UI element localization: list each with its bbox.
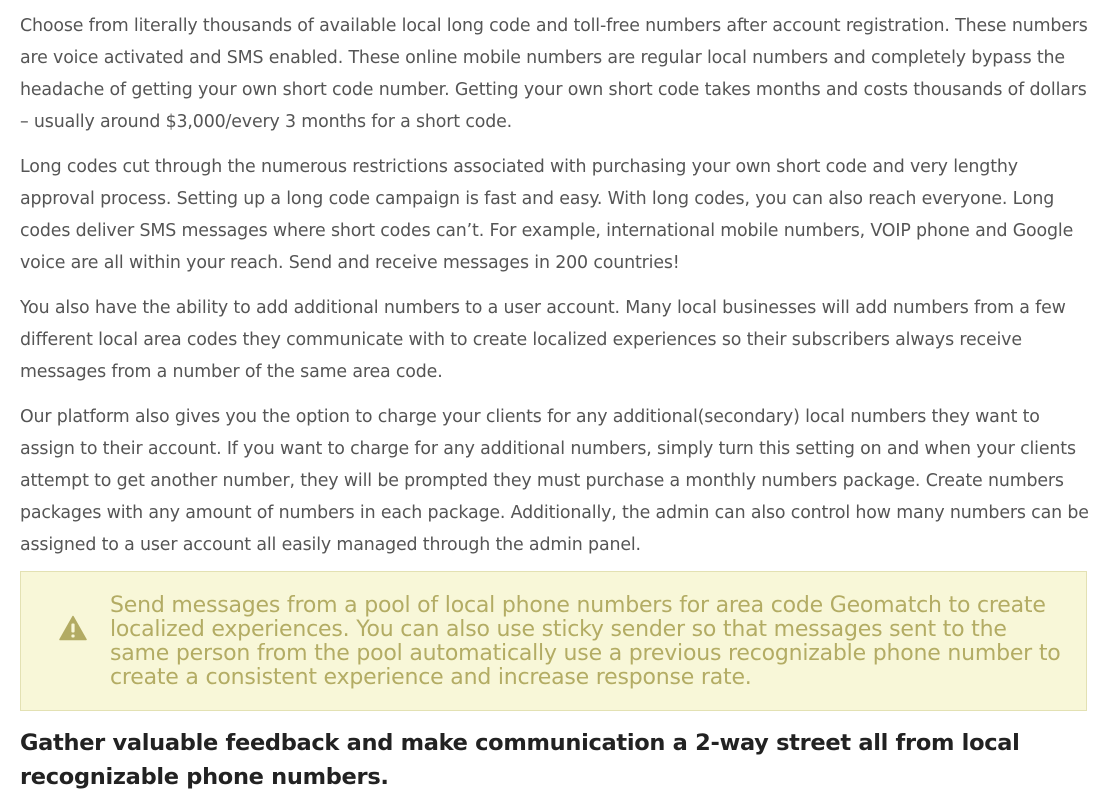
article-content: [20, 10, 1090, 794]
paragraph-additional-numbers: You also have the ability to add additional numbers to a user account. Many local businesses will add numbers from a few different local area codes they communicate with to create localized experiences so their subscribers always receive messages from a number of the same area code.: [20, 298, 1066, 382]
notice-box: [20, 571, 1087, 711]
notice-text: Send messages from a pool of local phone numbers for area code Geomatch to create localized experiences. You can also use sticky sender so that messages sent to the same person from the pool automatically use a previous recognizable phone number to create a consistent experience and increase response rate.: [110, 593, 1061, 690]
paragraph-long-code-numbers: Choose from literally thousands of available local long code and toll-free numbers after account registration. These numbers are voice activated and SMS enabled. These online mobile numbers are regular local numbers and completely bypass the headache of getting your own short code number. Getting your own short code takes months and costs thousands of dollars – usually around $3,000/every 3 months for a short code.: [20, 16, 1088, 132]
paragraph-charge-clients: Our platform also gives you the option to charge your clients for any additional(secondary) local numbers they want to assign to their account. If you want to charge for any additional numbers, simply turn this setting on and when your clients attempt to get another number, they will be prompted they must purchase a monthly numbers package. Create numbers packages with any amount of numbers in each package. Additionally, the admin can also control how many numbers can be assigned to a user account all easily managed through the admin panel.: [20, 407, 1089, 555]
paragraph-long-code-benefits: Long codes cut through the numerous restrictions associated with purchasing your own short code and very lengthy approval process. Setting up a long code campaign is fast and easy. With long codes, you can also reach everyone. Long codes deliver SMS messages where short codes can’t. For example, international mobile numbers, VOIP phone and Google voice are all within your reach. Send and receive messages in 200 countries!: [20, 157, 1074, 273]
section-heading: Gather valuable feedback and make communication a 2-way street all from local recognizable phone numbers.: [20, 730, 1020, 790]
warning-icon: [59, 615, 87, 641]
